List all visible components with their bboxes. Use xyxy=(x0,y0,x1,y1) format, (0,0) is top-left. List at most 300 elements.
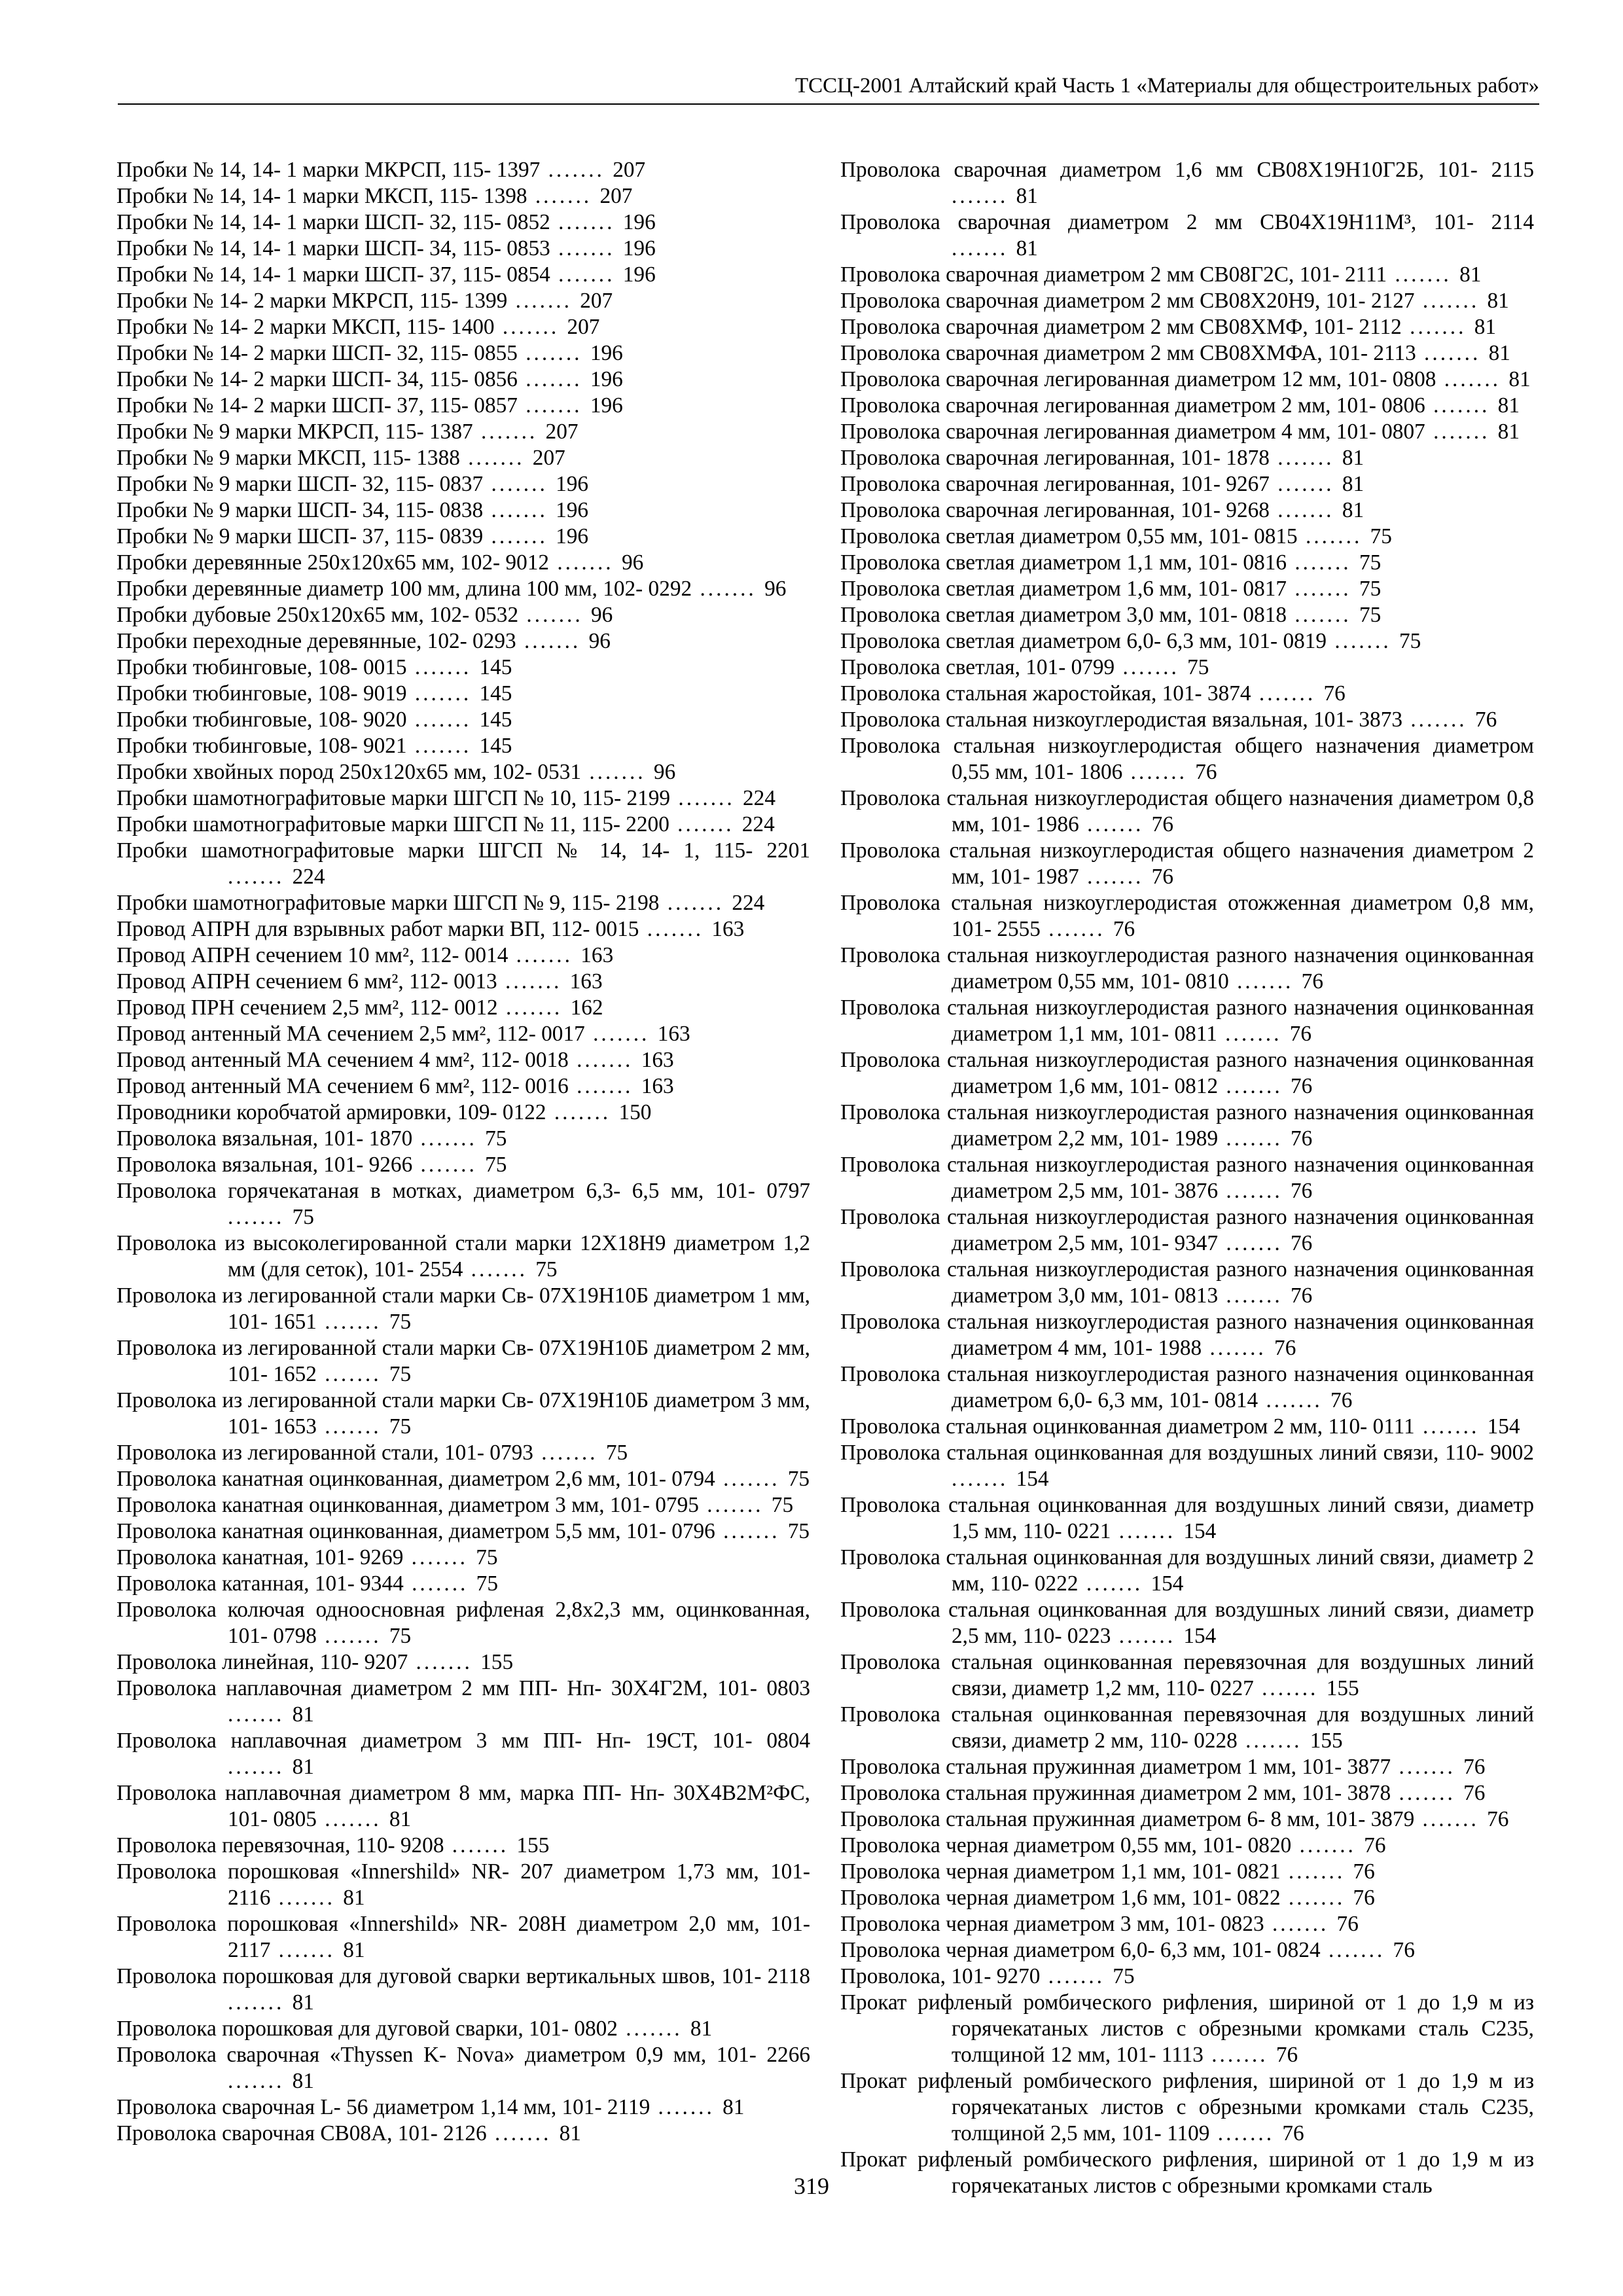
dot-leader: ....... xyxy=(1251,681,1324,706)
entry-page-wrap xyxy=(228,865,325,889)
entry-page-number: 81 xyxy=(292,1702,314,1727)
dot-leader: ....... xyxy=(1402,708,1475,732)
index-entry xyxy=(116,314,810,340)
entry-page-number: 76 xyxy=(1151,812,1173,836)
entry-page-number: 196 xyxy=(590,367,623,391)
index-entry xyxy=(840,681,1534,707)
dot-leader: ....... xyxy=(1391,1755,1464,1779)
dot-leader: ....... xyxy=(486,2121,560,2145)
dot-leader: ....... xyxy=(444,1833,517,1857)
dot-leader: ....... xyxy=(406,681,480,706)
entry-page-number: 75 xyxy=(1359,550,1382,575)
entry-text: Проволока стальная низкоуглеродистая общего назначения диаметром 0,55 мм, 101- 1806 xyxy=(840,734,1534,784)
entry-text: Пробки № 14, 14- 1 марки ШСП- 37, 115- 0854 xyxy=(116,262,550,287)
entry-page-number: 76 xyxy=(1282,2121,1304,2145)
index-entry xyxy=(840,707,1534,733)
entry-text: Проводники коробчатой армировки, 109- 0122 xyxy=(116,1100,546,1124)
index-entry xyxy=(116,759,810,785)
entry-page-wrap xyxy=(498,996,603,1020)
dot-leader: ....... xyxy=(1269,446,1342,470)
entry-page-number: 76 xyxy=(1393,1938,1415,1962)
dot-leader: ....... xyxy=(1258,1388,1331,1412)
entry-page-wrap xyxy=(518,603,613,627)
entry-page-number: 75 xyxy=(771,1493,794,1517)
dot-leader: ....... xyxy=(546,1100,619,1124)
entry-text: Проволока наплавочная диаметром 2 мм ПП- Нп- 30Х4Г2М, 101- 0803 xyxy=(116,1676,810,1700)
entry-page-number: 163 xyxy=(641,1048,674,1072)
index-entry xyxy=(840,785,1534,838)
entry-page-number: 224 xyxy=(732,891,765,915)
entry-page-wrap xyxy=(518,341,623,365)
entry-page-number: 75 xyxy=(485,1126,507,1151)
dot-leader: ....... xyxy=(1287,550,1359,575)
entry-page-number: 155 xyxy=(1326,1676,1359,1700)
dot-leader: ....... xyxy=(1209,2121,1283,2145)
entry-page-number: 76 xyxy=(1113,917,1135,941)
index-entry xyxy=(840,2068,1534,2147)
entry-page-number: 81 xyxy=(1016,236,1038,260)
entry-page-number: 81 xyxy=(1488,341,1510,365)
entry-page-number: 75 xyxy=(476,1571,498,1596)
index-entry xyxy=(840,1545,1534,1597)
index-entry xyxy=(116,1597,810,1649)
entry-page-wrap xyxy=(508,943,613,967)
entry-page-wrap xyxy=(404,1571,498,1596)
entry-page-number: 207 xyxy=(613,158,646,182)
entry-page-wrap xyxy=(516,629,611,653)
index-entry xyxy=(116,2094,810,2121)
dot-leader: ....... xyxy=(581,760,654,784)
index-entry xyxy=(840,1361,1534,1414)
dot-leader: ....... xyxy=(1280,1859,1353,1884)
entry-page-number: 76 xyxy=(1323,681,1346,706)
entry-page-number: 76 xyxy=(1487,1807,1509,1831)
dot-leader: ....... xyxy=(463,1257,536,1282)
index-entry xyxy=(116,1178,810,1230)
entry-page-number: 154 xyxy=(1487,1414,1520,1439)
entry-page-number: 207 xyxy=(532,446,565,470)
dot-leader: ....... xyxy=(316,1807,389,1831)
dot-leader: ....... xyxy=(473,420,546,444)
entry-page-wrap xyxy=(1281,1886,1375,1910)
entry-text: Проволока черная диаметром 3 мм, 101- 0823 xyxy=(840,1912,1264,1936)
entry-page-wrap xyxy=(1238,1729,1343,1753)
entry-text: Проволока светлая, 101- 0799 xyxy=(840,655,1115,679)
entry-page-wrap xyxy=(639,917,744,941)
entry-text: Пробки № 14, 14- 1 марки ШСП- 34, 115- 0853 xyxy=(116,236,550,260)
entry-text: Проволока стальная оцинкованная для воздушных линий связи, диаметр 2,5 мм, 110- 0223 xyxy=(840,1598,1534,1648)
index-entry xyxy=(840,1990,1534,2068)
entry-page-number: 75 xyxy=(485,1153,507,1177)
entry-page-number: 81 xyxy=(292,2069,314,2093)
entry-text: Проволока сварочная диаметром 2 мм СВ08ХМФА, 101- 2113 xyxy=(840,341,1416,365)
dot-leader: ....... xyxy=(1264,1912,1337,1936)
entry-page-wrap xyxy=(585,1022,690,1046)
entry-page-number: 76 xyxy=(1275,2043,1298,2067)
index-entry xyxy=(116,995,810,1021)
entry-text: Проволока сварочная диаметром 2 мм СВ08ХМФ, 101- 2112 xyxy=(840,315,1402,339)
entry-text: Проволока стальная низкоуглеродистая отожженная диаметром 0,8 мм, 101- 2555 xyxy=(840,891,1534,941)
entry-page-wrap xyxy=(1414,1807,1508,1831)
entry-text: Проволока сварочная «Thyssen K- Nova» диаметром 0,9 мм, 101- 2266 xyxy=(116,2043,810,2067)
entry-page-number: 196 xyxy=(590,341,623,365)
entry-text: Проволока сварочная диаметром 2 мм СВ08Г2С, 101- 2111 xyxy=(840,262,1387,287)
entry-page-wrap xyxy=(669,812,775,836)
entry-page-wrap xyxy=(1298,524,1392,548)
entry-page-number: 81 xyxy=(1342,498,1364,522)
entry-page-number: 81 xyxy=(343,1886,365,1910)
entry-page-number: 145 xyxy=(479,681,512,706)
entry-page-wrap xyxy=(1218,1074,1312,1098)
entry-page-number: 75 xyxy=(389,1624,412,1648)
index-entry xyxy=(840,1257,1534,1309)
dot-leader: ....... xyxy=(1040,1964,1113,1988)
entry-page-number: 154 xyxy=(1150,1571,1184,1596)
dot-leader: ....... xyxy=(316,1624,389,1648)
entry-page-wrap xyxy=(550,210,656,234)
entry-page-number: 75 xyxy=(389,1414,412,1439)
entry-text: Проволока порошковая «Innershild» NR- 207 диаметром 1,73 мм, 101- 2116 xyxy=(116,1859,810,1910)
entry-text: Пробки хвойных пород 250х120х65 мм, 102- 0531 xyxy=(116,760,581,784)
index-entry xyxy=(116,419,810,445)
entry-page-number: 163 xyxy=(711,917,745,941)
entry-page-wrap xyxy=(533,1441,628,1465)
entry-page-wrap xyxy=(407,681,512,706)
dot-leader: ....... xyxy=(459,446,533,470)
entry-page-wrap xyxy=(1202,1336,1296,1360)
index-entry xyxy=(116,550,810,576)
index-entry xyxy=(116,2042,810,2094)
entry-text: Провод антенный МА сечением 4 мм², 112- 0018 xyxy=(116,1048,569,1072)
dot-leader: ....... xyxy=(228,1205,293,1229)
entry-page-number: 154 xyxy=(1183,1519,1217,1543)
dot-leader: ....... xyxy=(228,1702,293,1727)
index-entry xyxy=(116,1492,810,1518)
entry-page-number: 207 xyxy=(567,315,600,339)
entry-text: Проволока светлая диаметром 1,6 мм, 101- 0817 xyxy=(840,577,1287,601)
entry-page-wrap xyxy=(518,367,623,391)
dot-leader: ....... xyxy=(483,498,556,522)
entry-page-wrap xyxy=(952,184,1038,208)
index-entry xyxy=(116,1100,810,1126)
entry-text: Проволока из легированной стали, 101- 0793 xyxy=(116,1441,533,1465)
entry-page-number: 81 xyxy=(1497,393,1520,418)
entry-page-number: 75 xyxy=(1399,629,1421,653)
index-entry xyxy=(116,1780,810,1833)
entry-text: Проволока стальная низкоуглеродистая разного назначения оцинкованная диаметром 2,2 мм, 101- 1989 xyxy=(840,1100,1534,1151)
index-entry xyxy=(116,1073,810,1100)
dot-leader: ....... xyxy=(270,1886,344,1910)
index-entry xyxy=(116,1964,810,2016)
index-entry xyxy=(840,1204,1534,1257)
entry-page-wrap xyxy=(1041,917,1135,941)
dot-leader: ....... xyxy=(316,1362,389,1386)
entry-page-number: 96 xyxy=(764,577,787,601)
entry-text: Пробки тюбинговые, 108- 0015 xyxy=(116,655,407,679)
dot-leader: ....... xyxy=(412,1126,486,1151)
entry-text: Проволока из легированной стали марки Св- 07Х19Н10Б диаметром 1 мм, 101- 1651 xyxy=(116,1283,810,1334)
entry-page-number: 76 xyxy=(1291,1231,1313,1255)
entry-page-number: 162 xyxy=(570,996,603,1020)
entry-page-wrap xyxy=(1387,262,1481,287)
entry-page-number: 75 xyxy=(1113,1964,1135,1988)
entry-text: Проволока стальная низкоуглеродистая общего назначения диаметром 2 мм, 101- 1987 xyxy=(840,838,1534,889)
entry-page-wrap xyxy=(1415,1414,1520,1439)
entry-page-number: 76 xyxy=(1291,1179,1313,1203)
entry-page-wrap xyxy=(228,1205,314,1229)
index-entry xyxy=(116,838,810,890)
entry-page-number: 145 xyxy=(479,734,512,758)
entry-page-wrap xyxy=(569,1048,674,1072)
entry-page-wrap xyxy=(1079,865,1173,889)
entry-page-number: 81 xyxy=(1487,289,1509,313)
dot-leader: ....... xyxy=(1218,1179,1291,1203)
index-entry xyxy=(840,733,1534,785)
dot-leader: ....... xyxy=(1391,1781,1464,1805)
entry-text: Пробки № 9 марки ШСП- 32, 115- 0837 xyxy=(116,472,484,496)
entry-page-number: 81 xyxy=(1342,472,1364,496)
entry-page-wrap xyxy=(317,1362,411,1386)
entry-page-number: 196 xyxy=(556,472,589,496)
entry-text: Проволока черная диаметром 0,55 мм, 101- 0820 xyxy=(840,1833,1292,1857)
index-entry xyxy=(116,602,810,628)
dot-leader: ....... xyxy=(1425,393,1498,418)
entry-page-wrap xyxy=(527,184,633,208)
entry-page-number: 75 xyxy=(1359,603,1382,627)
entry-page-number: 76 xyxy=(1474,708,1497,732)
index-entry xyxy=(116,1126,810,1152)
entry-text: Проволока горячекатаная в мотках, диаметром 6,3- 6,5 мм, 101- 0797 xyxy=(116,1179,810,1203)
dot-leader: ....... xyxy=(1218,1126,1291,1151)
entry-page-number: 196 xyxy=(622,262,656,287)
index-entry xyxy=(840,1414,1534,1440)
index-entry xyxy=(840,576,1534,602)
dot-leader: ....... xyxy=(316,1414,389,1439)
dot-leader: ....... xyxy=(669,812,742,836)
dot-leader: ....... xyxy=(715,1467,788,1491)
index-entry xyxy=(116,1571,810,1597)
entry-page-number: 75 xyxy=(389,1310,412,1334)
entry-text: Пробки деревянные 250х120х65 мм, 102- 9012 xyxy=(116,550,550,575)
entry-text: Проволока стальная низкоуглеродистая вязальная, 101- 3873 xyxy=(840,708,1402,732)
entry-page-wrap xyxy=(1209,2121,1304,2145)
entry-text: Проволока порошковая для дуговой сварки вертикальных швов, 101- 2118 xyxy=(116,1964,810,1988)
entry-page-wrap xyxy=(581,760,675,784)
entry-text: Прокат рифленый ромбического рифления, шириной от 1 до 1,9 м из горячекатаных листов с обрезными кромками сталь С235, толщиной 12 мм, 101- 1113 xyxy=(840,1990,1534,2067)
dot-leader: ....... xyxy=(517,393,590,418)
entry-page-wrap xyxy=(1115,655,1209,679)
dot-leader: ....... xyxy=(494,315,567,339)
index-entry xyxy=(116,1518,810,1545)
index-entry xyxy=(116,393,810,419)
index-entry xyxy=(116,1388,810,1440)
entry-page-number: 155 xyxy=(516,1833,550,1857)
dot-leader: ....... xyxy=(1280,1886,1353,1910)
dot-leader: ....... xyxy=(1414,1807,1488,1831)
entry-page-wrap xyxy=(1204,2043,1298,2067)
dot-leader: ....... xyxy=(639,917,712,941)
index-entry xyxy=(116,157,810,183)
entry-page-wrap xyxy=(228,2069,314,2093)
entry-page-number: 76 xyxy=(1364,1833,1386,1857)
entry-page-wrap xyxy=(1229,969,1323,994)
dot-leader: ....... xyxy=(692,577,765,601)
entry-text: Проволока стальная низкоуглеродистая разного назначения оцинкованная диаметром 2,5 мм, 101- 9347 xyxy=(840,1205,1534,1255)
entry-text: Проволока светлая диаметром 6,0- 6,3 мм, 101- 0819 xyxy=(840,629,1327,653)
entry-page-number: 196 xyxy=(622,210,656,234)
entry-text: Проволока черная диаметром 6,0- 6,3 мм, 101- 0824 xyxy=(840,1938,1321,1962)
index-entry xyxy=(116,262,810,288)
dot-leader: ....... xyxy=(1115,655,1188,679)
entry-page-number: 75 xyxy=(605,1441,628,1465)
index-entry xyxy=(840,1492,1534,1545)
entry-page-number: 96 xyxy=(653,760,676,784)
entry-text: Проволока светлая диаметром 0,55 мм, 101- 0815 xyxy=(840,524,1298,548)
index-entry xyxy=(840,157,1534,209)
entry-page-wrap xyxy=(546,1100,652,1124)
entry-page-number: 81 xyxy=(389,1807,412,1831)
entry-page-wrap xyxy=(518,393,623,418)
entry-page-number: 224 xyxy=(743,786,776,810)
index-entry xyxy=(116,1545,810,1571)
dot-leader: ....... xyxy=(1040,917,1113,941)
entry-page-number: 75 xyxy=(292,1205,314,1229)
entry-page-number: 76 xyxy=(1353,1859,1375,1884)
index-entry xyxy=(840,471,1534,497)
index-entry xyxy=(116,367,810,393)
entry-text: Проволока стальная низкоуглеродистая разного назначения оцинкованная диаметром 6,0- 6,3 мм, 101- 0814 xyxy=(840,1362,1534,1412)
entry-text: Проволока из легированной стали марки Св- 07Х19Н10Б диаметром 3 мм, 101- 1653 xyxy=(116,1388,810,1439)
entry-text: Проволока стальная пружинная диаметром 2 мм, 101- 3878 xyxy=(840,1781,1391,1805)
index-entry xyxy=(116,1728,810,1780)
entry-page-wrap xyxy=(1270,446,1364,470)
entry-text: Проволока линейная, 110- 9207 xyxy=(116,1650,408,1674)
entry-page-wrap xyxy=(1281,1859,1375,1884)
entry-page-wrap xyxy=(483,472,588,496)
dot-leader: ....... xyxy=(1269,472,1342,496)
entry-text: Прокат рифленый ромбического рифления, шириной от 1 до 1,9 м из горячекатаных листов с обрезными кромками сталь С235, толщиной 2,5 мм, 101- 1109 xyxy=(840,2069,1534,2145)
entry-text: Пробки тюбинговые, 108- 9021 xyxy=(116,734,407,758)
entry-text: Проволока стальная низкоуглеродистая разного назначения оцинкованная диаметром 4 мм, 101- 1988 xyxy=(840,1310,1534,1360)
dot-leader: ....... xyxy=(517,341,590,365)
entry-text: Проволока сварочная СВ08А, 101- 2126 xyxy=(116,2121,487,2145)
dot-leader: ....... xyxy=(270,1938,344,1962)
index-entry xyxy=(116,524,810,550)
dot-leader: ....... xyxy=(228,1990,293,2015)
dot-leader: ....... xyxy=(1414,1414,1488,1439)
dot-leader: ....... xyxy=(316,1310,389,1334)
entry-page-wrap xyxy=(407,734,512,758)
dot-leader: ....... xyxy=(1327,629,1399,653)
entry-text: Проволока стальная низкоуглеродистая разного назначения оцинкованная диаметром 1,1 мм, 101- 0811 xyxy=(840,996,1534,1046)
entry-page-wrap xyxy=(1287,550,1381,575)
entry-page-number: 76 xyxy=(1291,1283,1313,1308)
entry-page-wrap xyxy=(692,577,786,601)
entry-text: Проволока стальная низкоуглеродистая разного назначения оцинкованная диаметром 0,55 мм, 101- 0810 xyxy=(840,943,1534,994)
dot-leader: ....... xyxy=(1287,577,1359,601)
entry-text: Проволока стальная низкоуглеродистая разного назначения оцинкованная диаметром 1,6 мм, 101- 0812 xyxy=(840,1048,1534,1098)
entry-page-wrap xyxy=(1415,289,1509,313)
entry-text: Пробки № 14- 2 марки МКРСП, 115- 1399 xyxy=(116,289,508,313)
entry-text: Проволока черная диаметром 1,1 мм, 101- 0821 xyxy=(840,1859,1281,1884)
entry-page-wrap xyxy=(715,1467,810,1491)
entry-page-wrap xyxy=(550,236,656,260)
entry-page-wrap xyxy=(650,2095,744,2119)
entry-text: Проволока наплавочная диаметром 8 мм, марка ПП- Нп- 30Х4В2М²ФС, 101- 0805 xyxy=(116,1781,810,1831)
index-entry xyxy=(840,497,1534,524)
dot-leader: ....... xyxy=(483,472,556,496)
entry-page-wrap xyxy=(1258,1388,1352,1412)
index-entry xyxy=(840,1047,1534,1100)
dot-leader: ....... xyxy=(1425,420,1498,444)
entry-text: Проволока сварочная легированная диаметром 4 мм, 101- 0807 xyxy=(840,420,1425,444)
entry-page-number: 75 xyxy=(535,1257,558,1282)
entry-page-wrap xyxy=(1270,472,1364,496)
dot-leader: ....... xyxy=(1416,341,1489,365)
entry-page-number: 75 xyxy=(1370,524,1392,548)
entry-text: Проволока стальная оцинкованная для воздушных линий связи, диаметр 1,5 мм, 110- 0221 xyxy=(840,1493,1534,1543)
entry-page-wrap xyxy=(463,1257,557,1282)
index-entry xyxy=(116,942,810,969)
entry-page-number: 76 xyxy=(1291,1126,1313,1151)
entry-page-number: 154 xyxy=(1016,1467,1049,1491)
index-entry xyxy=(840,1100,1534,1152)
entry-page-number: 76 xyxy=(1291,1074,1313,1098)
entry-page-wrap xyxy=(228,1702,314,1727)
index-entry xyxy=(840,288,1534,314)
index-entry xyxy=(840,550,1534,576)
entry-text: Проволока сварочная легированная, 101- 9268 xyxy=(840,498,1270,522)
index-entry xyxy=(116,1230,810,1283)
entry-page-number: 224 xyxy=(741,812,775,836)
entry-page-wrap xyxy=(1321,1938,1415,1962)
dot-leader: ....... xyxy=(1269,498,1342,522)
index-entry xyxy=(840,995,1534,1047)
dot-leader: ....... xyxy=(497,969,570,994)
dot-leader: ....... xyxy=(549,550,622,575)
index-column-left xyxy=(116,157,810,2147)
dot-leader: ....... xyxy=(228,2069,293,2093)
index-entry xyxy=(840,367,1534,393)
index-entry xyxy=(116,445,810,471)
index-entry xyxy=(840,890,1534,942)
entry-text: Пробки деревянные диаметр 100 мм, длина 100 мм, 102- 0292 xyxy=(116,577,692,601)
dot-leader: ....... xyxy=(1436,367,1509,391)
entry-page-wrap xyxy=(1402,315,1496,339)
index-entry xyxy=(840,655,1534,681)
index-entry xyxy=(840,1806,1534,1833)
entry-page-wrap xyxy=(1218,1283,1312,1308)
index-entry xyxy=(840,942,1534,995)
index-entry xyxy=(116,236,810,262)
entry-text: Проволока стальная оцинкованная перевязочная для воздушных линий связи, диаметр 1,2 мм, 110- 0227 xyxy=(840,1650,1534,1700)
entry-page-number: 75 xyxy=(389,1362,412,1386)
entry-text: Проволока порошковая «Innershild» NR- 208H диаметром 2,0 мм, 101- 2117 xyxy=(116,1912,810,1962)
entry-page-wrap xyxy=(444,1833,549,1857)
dot-leader: ....... xyxy=(1237,1729,1310,1753)
entry-page-wrap xyxy=(550,262,656,287)
entry-page-wrap xyxy=(317,1624,411,1648)
entry-text: Пробки № 14- 2 марки МКСП, 115- 1400 xyxy=(116,315,495,339)
entry-page-number: 75 xyxy=(787,1519,810,1543)
entry-text: Проволока светлая диаметром 1,1 мм, 101- 0816 xyxy=(840,550,1287,575)
dot-leader: ....... xyxy=(1111,1519,1184,1543)
header-title: ТССЦ-2001 Алтайский край Часть 1 «Материалы для общестроительных работ» xyxy=(794,74,1539,98)
entry-page-number: 81 xyxy=(292,1755,314,1779)
index-entry xyxy=(840,1309,1534,1361)
index-entry xyxy=(840,314,1534,340)
dot-leader: ....... xyxy=(1414,289,1488,313)
